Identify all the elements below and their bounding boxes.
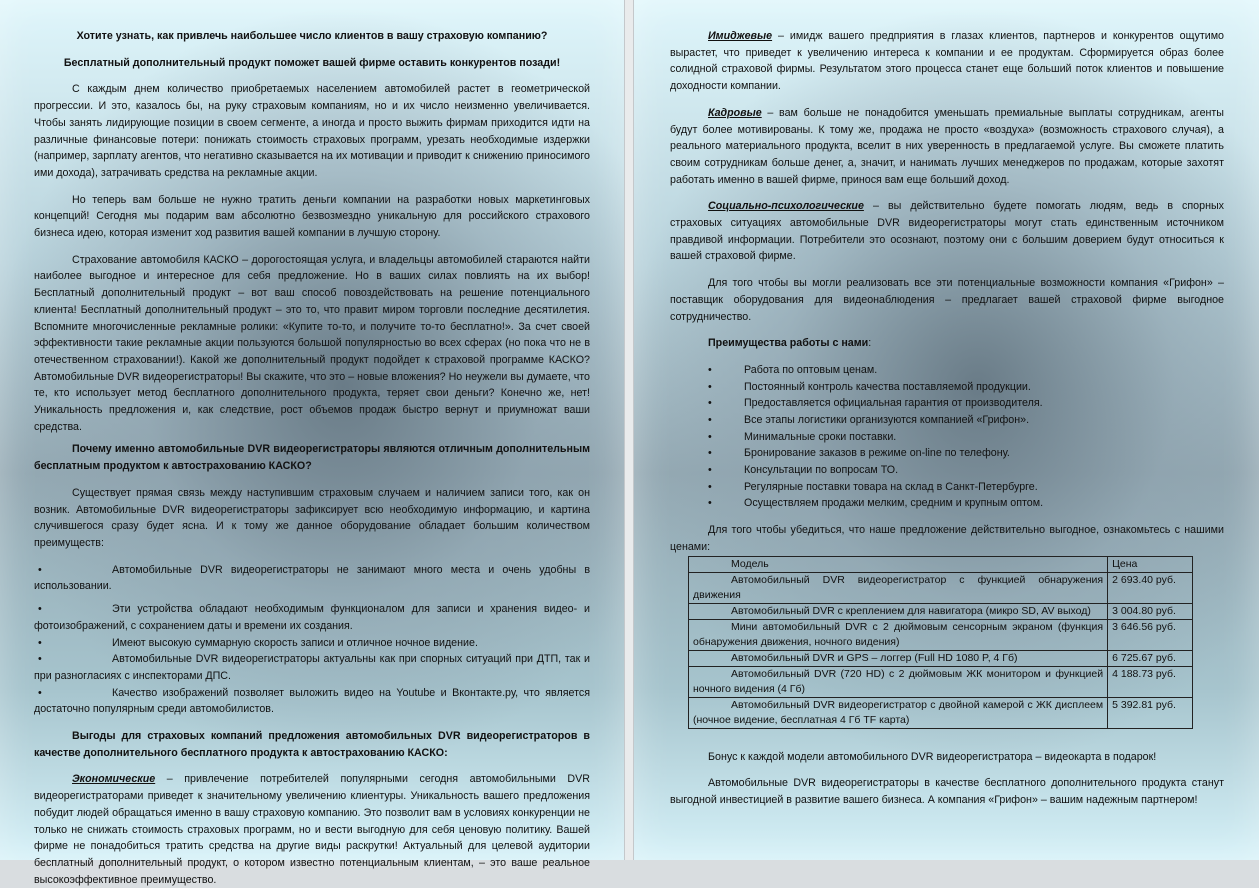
- advantage-item: • Регулярные поставки товара на склад в Санкт-Петербурге.: [670, 479, 1224, 496]
- bullet-icon: •: [38, 686, 42, 699]
- staff-keyword: Кадровые: [708, 106, 762, 119]
- advantages-heading: Преимущества работы с нами:: [708, 337, 872, 350]
- social-keyword: Социально-психологические: [708, 200, 864, 213]
- bullet-icon: •: [38, 653, 42, 666]
- model-cell: Автомобильный DVR с креплением для навигатора (микро SD, AV выход): [689, 603, 1108, 619]
- bullet-icon: •: [708, 497, 712, 510]
- bonus-paragraph: Бонус к каждой модели автомобильного DVR видеорегистратора – видеокарта в подарок!: [708, 750, 1157, 763]
- price-table-header: [689, 556, 1193, 572]
- bullet-icon: •: [38, 636, 42, 649]
- bullet-icon: •: [38, 603, 42, 616]
- image-paragraph: [670, 28, 1224, 95]
- bullet-icon: •: [708, 380, 712, 393]
- benefit-text: Качество изображений позволяет выложить видео на Youtube и Вконтакте.ру, что является достаточно популярным среди автомобилистов.: [34, 686, 590, 716]
- bullet-icon: •: [38, 563, 42, 576]
- benefit-list-item: [34, 562, 590, 595]
- economic-paragraph: [34, 771, 590, 888]
- table-row: [689, 572, 1193, 603]
- bullet-icon: •: [708, 397, 712, 410]
- closing-paragraph: Автомобильные DVR видеорегистраторы в качестве бесплатного дополнительного продукта станут выгодной инвестицией в развитие вашего бизнеса. А компания «Грифон» – вашим надежным партнером!: [670, 777, 1224, 806]
- staff-text: – вам больше не понадобится уменьшать премиальные выплаты сотрудникам, агенты будут более мотивированы. К тому же, продажа не просто «воздуха» (возможность страхового случая), а реального материального продукта, вселит в них уверенность в предлагаемой услуге. Вы сможете платить своим сотрудникам больше денег, а, значит, и нанимать лучших менеджеров по продажам, которые захотят работать именно в вашей фирме, принося вам еще больший доход.: [670, 106, 1224, 186]
- economic-text: – привлечение потребителей популярными сегодня автомобильными DVR видеорегистраторами приведет к значительному увеличению клиентуры. Уникальность вашего предложения побудит людей обращаться именно в вашу страховую компанию. Это позволит вам в условиях конкуренции не только не снижать стоимость страховых программ, но и вести выгодную для себя ценовую политику. Вашей фирме не понадобиться тратить средства на другие виды раскрутки! Актуальный для целевой аудитории бесплатный дополнительный продукт, о котором известно потенциальным клиентам, – это ваше реальное высокоэффективное преимущество.: [34, 773, 590, 886]
- benefits-heading: Выгоды для страховых компаний предложения автомобильных DVR видеорегистраторов в качестве дополнительного бесплатного продукта к автострахованию КАСКО:: [34, 730, 590, 759]
- benefit-text: Автомобильные DVR видеорегистраторы не занимают много места и очень удобны в использовании.: [34, 563, 590, 593]
- price-column-header: Цена: [1108, 556, 1193, 572]
- advantage-item: • Предоставляется официальная гарантия от производителя.: [670, 395, 1224, 412]
- prices-intro: Для того чтобы убедиться, что наше предложение действительно выгодное, ознакомьтесь с нашими ценами:: [670, 524, 1224, 553]
- advantages-list: [670, 362, 1224, 512]
- benefit-list-item: [34, 635, 590, 652]
- griffon-paragraph: Для того чтобы вы могли реализовать все эти потенциальные возможности компания «Грифон» – поставщик оборудования для видеонаблюдения – предлагает вашей страховой фирме выгодное сотрудничество.: [670, 277, 1224, 323]
- page-gutter: [624, 0, 634, 860]
- benefit-text: Автомобильные DVR видеорегистраторы актуальны как при спорных ситуаций при ДТП, так и при разногласиях с инспекторами ДПС.: [34, 653, 590, 682]
- advantages-title: Преимущества работы с нами: [708, 337, 869, 350]
- bullet-icon: •: [708, 480, 712, 493]
- price-cell: 3 004.80 руб.: [1108, 603, 1193, 619]
- advantage-item: • Осуществляем продажи мелким, средним и крупным оптом.: [670, 495, 1224, 512]
- model-cell: Автомобильный DVR (720 HD) с 2 дюймовым ЖК монитором и функцией ночного видения (4 Гб): [689, 666, 1108, 697]
- social-text: – вы действительно будете помогать людям, ведь в спорных страховых ситуациях автомобильные DVR видеорегистраторы могут стать единственным источником правдивой информации. Потребители это осознают, поэтому они с большим доверием будут относиться к вашей страховой фирме.: [670, 200, 1224, 263]
- social-paragraph: [670, 198, 1224, 265]
- advantage-item: • Минимальные сроки поставки.: [670, 429, 1224, 446]
- kasko-paragraph: Страхование автомобиля КАСКО – дорогостоящая услуга, и владельцы автомобилей стараются найти наиболее выгодное и интересное для себя предложение. Но в ваших силах повлиять на их выбор! Бесплатный дополнительный продукт – вот ваш способ повоздействовать на решение потенциального клиента! Бесплатный дополнительный продукт – это то, что правит миром торговли последние десятилетия. Вспомните многочисленные рекламные ролики: «Купите то-то, и получите то-то бесплатно!». За счет своей эффективности такие рекламные акции пользуются большой популярностью во всех сферах (но пока что не в отечественном страховании!). Какой же дополнительный продукт подойдет к страховой программе КАСКО? Автомобильные DVR видеорегистраторы! Вы скажите, что это – новые вложения? Но неужели вы думаете, что те, кто использует метод бесплатного дополнительного продукта, теряет свои деньги? Конечно же, нет! Уникальность предложения и, как следствие, рост объемов продаж быстро вернут и приумножат ваши средства.: [34, 253, 590, 433]
- price-cell: 5 392.81 руб.: [1108, 697, 1193, 728]
- intro-paragraph: С каждым днем количество приобретаемых населением автомобилей растет в геометрической прогрессии. И это, казалось бы, на руку страховым компаниям, но и их число неизменно увеличивается. Чтобы занять лидирующие позиции в своем сегменте, а иногда и просто выжить фирмам приходится идти на различные финансовые потери: понижать стоимость страховых программ, урезать необходимые издержки (например, зарплату агентов, что негативно сказывается на их мотивации и приводит к снижению приносимого ими дохода), затрачивать средства на рекламные акции.: [34, 83, 590, 179]
- right-page: [634, 0, 1259, 860]
- model-cell: Автомобильный DVR видеорегистратор с функцией обнаружения движения: [689, 572, 1108, 603]
- table-row: [689, 603, 1193, 619]
- why-dvr-heading: Почему именно автомобильные DVR видеорегистраторы являются отличным дополнительным бесплатным продуктом к автострахованию КАСКО?: [34, 443, 590, 473]
- table-row: [689, 650, 1193, 666]
- economic-keyword: Экономические: [72, 773, 156, 786]
- bullet-icon: •: [708, 363, 712, 376]
- advantage-item: • Все этапы логистики организуются компанией «Грифон».: [670, 412, 1224, 429]
- price-cell: 2 693.40 руб.: [1108, 572, 1193, 603]
- image-text: – имидж вашего предприятия в глазах клиентов, партнеров и конкурентов ощутимо вырастет, что приведет к увеличению интереса к компании и ее продуктам. Сформируется образ более солидной страховой фирмы. Результатом этого процесса станет еще больший поток клиентов и повышение доходности компании.: [670, 30, 1224, 93]
- table-row: [689, 697, 1193, 728]
- headline-question: Хотите узнать, как привлечь наибольшее число клиентов в вашу страховую компанию?: [76, 30, 548, 42]
- benefit-list-item: [34, 601, 590, 634]
- price-cell: 3 646.56 руб.: [1108, 619, 1193, 650]
- image-keyword: Имиджевые: [708, 30, 773, 42]
- evidence-paragraph: Существует прямая связь между наступившим страховым случаем и наличием записи того, как он возник. Автомобильные DVR видеорегистраторы зафиксирует всю необходимую информацию, и картина случившегося сразу будет ясна. И к тому же данное оборудование обладает большим количеством преимуществ:: [34, 486, 590, 549]
- model-cell: Автомобильный DVR и GPS – логгер (Full HD 1080 P, 4 Гб): [689, 650, 1108, 666]
- table-row: [689, 666, 1193, 697]
- benefit-text: Эти устройства обладают необходимым функционалом для записи и хранения видео- и фотоизображений, с сохранением даты и времени их создания.: [34, 603, 590, 632]
- benefit-text: Имеют высокую суммарную скорость записи и отличное ночное видение.: [112, 636, 478, 649]
- benefit-list-item: [34, 685, 590, 718]
- offer-paragraph: Но теперь вам больше не нужно тратить деньги компании на разработки новых маркетинговых концепций! Сегодня мы подарим вам абсолютно безвозмездно уникальную для российского страхового бизнеса идею, которая изменит ход развития вашей компании в лучшую сторону.: [34, 193, 590, 240]
- left-page-content: [34, 28, 590, 888]
- price-cell: 4 188.73 руб.: [1108, 666, 1193, 697]
- model-cell: Автомобильный DVR видеорегистратор с двойной камерой с ЖК дисплеем (ночное видение, бесплатная 4 Гб TF карта): [689, 697, 1108, 728]
- advantage-item: • Постоянный контроль качества поставляемой продукции.: [670, 379, 1224, 396]
- price-table: [688, 556, 1193, 729]
- advantage-item: • Бронирование заказов в режиме on-line по телефону.: [670, 445, 1224, 462]
- benefit-list-item: [34, 651, 590, 684]
- price-cell: 6 725.67 руб.: [1108, 650, 1193, 666]
- left-page: [0, 0, 624, 886]
- model-column-header: Модель: [689, 556, 1108, 572]
- bullet-icon: •: [708, 414, 712, 427]
- table-row: [689, 619, 1193, 650]
- advantage-item: • Консультации по вопросам ТО.: [670, 462, 1224, 479]
- advantage-item: • Работа по оптовым ценам.: [670, 362, 1224, 379]
- model-cell: Мини автомобильный DVR с 2 дюймовым сенсорным экраном (функция обнаружения движения, ночного видения): [689, 619, 1108, 650]
- staff-paragraph: [670, 105, 1224, 189]
- bullet-icon: •: [708, 430, 712, 443]
- right-page-content: [670, 28, 1224, 809]
- bullet-icon: •: [708, 464, 712, 477]
- bullet-icon: •: [708, 447, 712, 460]
- headline-claim: Бесплатный дополнительный продукт поможет вашей фирме оставить конкурентов позади!: [63, 56, 561, 69]
